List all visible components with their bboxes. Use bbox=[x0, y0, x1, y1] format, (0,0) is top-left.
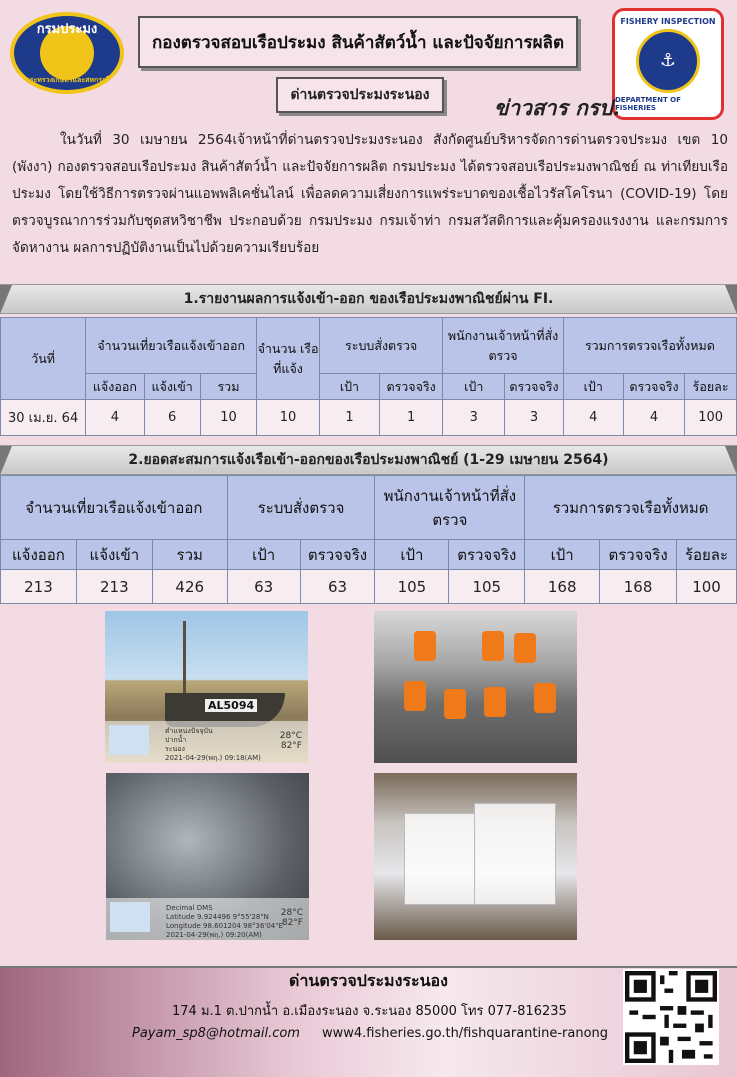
footer-title: ด่านตรวจประมงระนอง bbox=[289, 971, 448, 990]
section1-title: 1.รายงานผลการแจ้งเข้า-ออก ของเรือประมงพาณิชย์ผ่าน FI. bbox=[183, 291, 554, 307]
section2-table bbox=[0, 475, 737, 604]
cell: 105 bbox=[449, 570, 525, 604]
section1-table bbox=[0, 317, 737, 436]
geo-stamp bbox=[106, 898, 309, 940]
subheader-actual: ตรวจจริง bbox=[623, 374, 684, 400]
cell: 1 bbox=[379, 400, 442, 436]
header-system: ระบบสั่งตรวจ bbox=[227, 476, 375, 540]
boat-photo bbox=[105, 611, 308, 763]
subheader-in: แจ้งเข้า bbox=[76, 540, 152, 570]
cell: 3 bbox=[505, 400, 564, 436]
subheader-target: เป้า bbox=[525, 540, 600, 570]
subheader-sum: รวม bbox=[200, 374, 256, 400]
logo-left-ring-text: กระทรวงเกษตรและสหกรณ์ bbox=[25, 76, 109, 84]
header-officer: พนักงานเจ้าหน้าที่สั่ง ตรวจ bbox=[443, 318, 563, 374]
logo-right-bottom-text: DEPARTMENT OF FISHERIES bbox=[615, 95, 681, 112]
fishery-inspection-logo bbox=[612, 8, 724, 120]
cell: 10 bbox=[257, 400, 320, 436]
subheader-out: แจ้งออก bbox=[1, 540, 77, 570]
page-title: กองตรวจสอบเรือประมง สินค้าสัตว์น้ำ และปัจจัยการผลิต bbox=[138, 16, 578, 68]
subheader-actual: ตรวจจริง bbox=[379, 374, 442, 400]
footer-email[interactable]: Payam_sp8@hotmail.com bbox=[132, 1026, 300, 1041]
footer-website[interactable]: www4.fisheries.go.th/fishquarantine-ranong bbox=[322, 1026, 609, 1041]
header-system: ระบบสั่งตรวจ bbox=[319, 318, 442, 374]
section2-bar bbox=[0, 445, 737, 475]
cell: 426 bbox=[152, 570, 227, 604]
header-officer: พนักงานเจ้าหน้าที่สั่ง ตรวจ bbox=[375, 476, 525, 540]
stamp-line: ระนอง bbox=[165, 745, 185, 753]
stamp-line: ตำแหน่งปัจจุบัน bbox=[165, 727, 213, 735]
footer-address: 174 ม.1 ต.ปากน้ำ อ.เมืองระนอง จ.ระนอง 85000 โทร 077-816235 bbox=[172, 1004, 567, 1019]
logo-right-top-text: FISHERY INSPECTION bbox=[620, 16, 716, 26]
subheader-sum: รวม bbox=[152, 540, 227, 570]
news-label: ข่าวสาร กรป. bbox=[494, 95, 620, 120]
life-vest bbox=[484, 687, 506, 717]
cell: 63 bbox=[300, 570, 375, 604]
stamp-temp-f: 82°F bbox=[281, 918, 303, 928]
map-thumbnail bbox=[109, 725, 149, 755]
cell-date: 30 เม.ย. 64 bbox=[1, 400, 86, 436]
subheader-target: เป้า bbox=[319, 374, 379, 400]
header-total: รวมการตรวจเรือทั้งหมด bbox=[525, 476, 737, 540]
fish-catch-photo bbox=[106, 773, 309, 940]
subheader-target: เป้า bbox=[443, 374, 505, 400]
cell: 105 bbox=[375, 570, 449, 604]
table-row bbox=[1, 570, 737, 604]
subheader-target: เป้า bbox=[227, 540, 300, 570]
life-vest bbox=[414, 631, 436, 661]
qr-code[interactable] bbox=[623, 969, 719, 1065]
cell: 213 bbox=[1, 570, 77, 604]
cell: 1 bbox=[319, 400, 379, 436]
subheader-actual: ตรวจจริง bbox=[300, 540, 375, 570]
cell: 100 bbox=[685, 400, 737, 436]
cell: 168 bbox=[525, 570, 600, 604]
cell: 4 bbox=[86, 400, 144, 436]
supplies-photo bbox=[374, 773, 577, 940]
subheader-out: แจ้งออก bbox=[86, 374, 144, 400]
cell: 3 bbox=[443, 400, 505, 436]
cell: 100 bbox=[677, 570, 737, 604]
stamp-line: Longitude 98.601204 98°36'04"E bbox=[166, 922, 283, 930]
life-vest bbox=[404, 681, 426, 711]
bar-corner-right bbox=[725, 285, 737, 314]
inspection-team-photo bbox=[374, 611, 577, 763]
bar-corner-left bbox=[0, 285, 12, 314]
subheader-actual: ตรวจจริง bbox=[505, 374, 564, 400]
subheader-target: เป้า bbox=[375, 540, 449, 570]
cell: 4 bbox=[623, 400, 684, 436]
anchor-icon: ⚓ bbox=[636, 29, 700, 93]
header-total: รวมการตรวจเรือทั้งหมด bbox=[563, 318, 736, 374]
header-date: วันที่ bbox=[1, 318, 86, 400]
stamp-temp-c: 28°C bbox=[280, 908, 303, 918]
cell: 6 bbox=[144, 400, 200, 436]
cell: 213 bbox=[76, 570, 152, 604]
cell: 4 bbox=[563, 400, 623, 436]
stamp-temp-f: 82°F bbox=[280, 741, 302, 751]
section1-bar bbox=[0, 284, 737, 314]
bar-corner-right bbox=[725, 446, 737, 475]
logo-left-name: กรมประมง bbox=[36, 22, 98, 37]
intro-paragraph: ในวันที่ 30 เมษายน 2564เจ้าหน้าที่ด่านตรวจประมงระนอง สังกัดศูนย์บริหารจัดการด่านตรวจประมง เขต 10 (พังงา) กองตรวจสอบเรือประมง สินค้าสัตว์น้ำ และปัจจัยการผลิต กรมประมง ได้ตรวจสอบเรือประมงพาณิชย์ ณ ท่าเทียบเรือประมง โดยใช้วิธีการตรวจผ่านแอพพลิเคชั่นไลน์ เพื่อลดความเสี่ยงการแพร่ระบาดของเชื้อไวรัสโคโรนา (COVID-19) โดยตรวจบูรณาการร่วมกับชุดสหวิชาชีพ ประกอบด้วย กรมประมง กรมเจ้าท่า กรมสวัสดิการและคุ้มครองแรงงาน และกรมการจัดหางาน ผลการปฏิบัติงานเป็นไปด้วยความเรียบร้อย bbox=[12, 132, 728, 256]
geo-stamp bbox=[105, 721, 308, 763]
stamp-line: Latitude 9.924496 9°55'28"N bbox=[166, 913, 269, 921]
stamp-line: Decimal DMS bbox=[166, 904, 213, 912]
life-vest bbox=[514, 633, 536, 663]
cell: 168 bbox=[600, 570, 677, 604]
stamp-date: 2021-04-29(พฤ.) 09:20(AM) bbox=[166, 931, 262, 939]
supply-bag bbox=[404, 813, 476, 905]
office-subtitle: ด่านตรวจประมงระนอง bbox=[276, 77, 444, 113]
department-of-fisheries-logo bbox=[10, 12, 124, 94]
stamp-temp-c: 28°C bbox=[279, 731, 302, 741]
subheader-target: เป้า bbox=[563, 374, 623, 400]
life-vest bbox=[482, 631, 504, 661]
life-vest bbox=[444, 689, 466, 719]
supply-bag bbox=[474, 803, 556, 905]
subheader-in: แจ้งเข้า bbox=[144, 374, 200, 400]
stamp-date: 2021-04-29(พฤ.) 09:18(AM) bbox=[165, 754, 261, 762]
boat-mast bbox=[183, 621, 186, 695]
qr-code-icon bbox=[625, 971, 717, 1063]
header-trips: จำนวนเที่ยวเรือแจ้งเข้าออก bbox=[1, 476, 228, 540]
bar-corner-left bbox=[0, 446, 12, 475]
subheader-percent: ร้อยละ bbox=[685, 374, 737, 400]
boat-registration: AL5094 bbox=[205, 699, 257, 712]
subheader-actual: ตรวจจริง bbox=[600, 540, 677, 570]
header-boats: จำนวน เรือที่แจ้ง bbox=[257, 318, 320, 400]
subheader-actual: ตรวจจริง bbox=[449, 540, 525, 570]
subheader-percent: ร้อยละ bbox=[677, 540, 737, 570]
cell: 63 bbox=[227, 570, 300, 604]
cell: 10 bbox=[200, 400, 256, 436]
table-row bbox=[1, 400, 737, 436]
header-trips: จำนวนเที่ยวเรือแจ้งเข้าออก bbox=[86, 318, 257, 374]
section2-title: 2.ยอดสะสมการแจ้งเรือเข้า-ออกของเรือประมงพาณิชย์ (1-29 เมษายน 2564) bbox=[128, 452, 609, 468]
stamp-line: ปากน้ำ bbox=[165, 736, 187, 744]
map-thumbnail bbox=[110, 902, 150, 932]
life-vest bbox=[534, 683, 556, 713]
